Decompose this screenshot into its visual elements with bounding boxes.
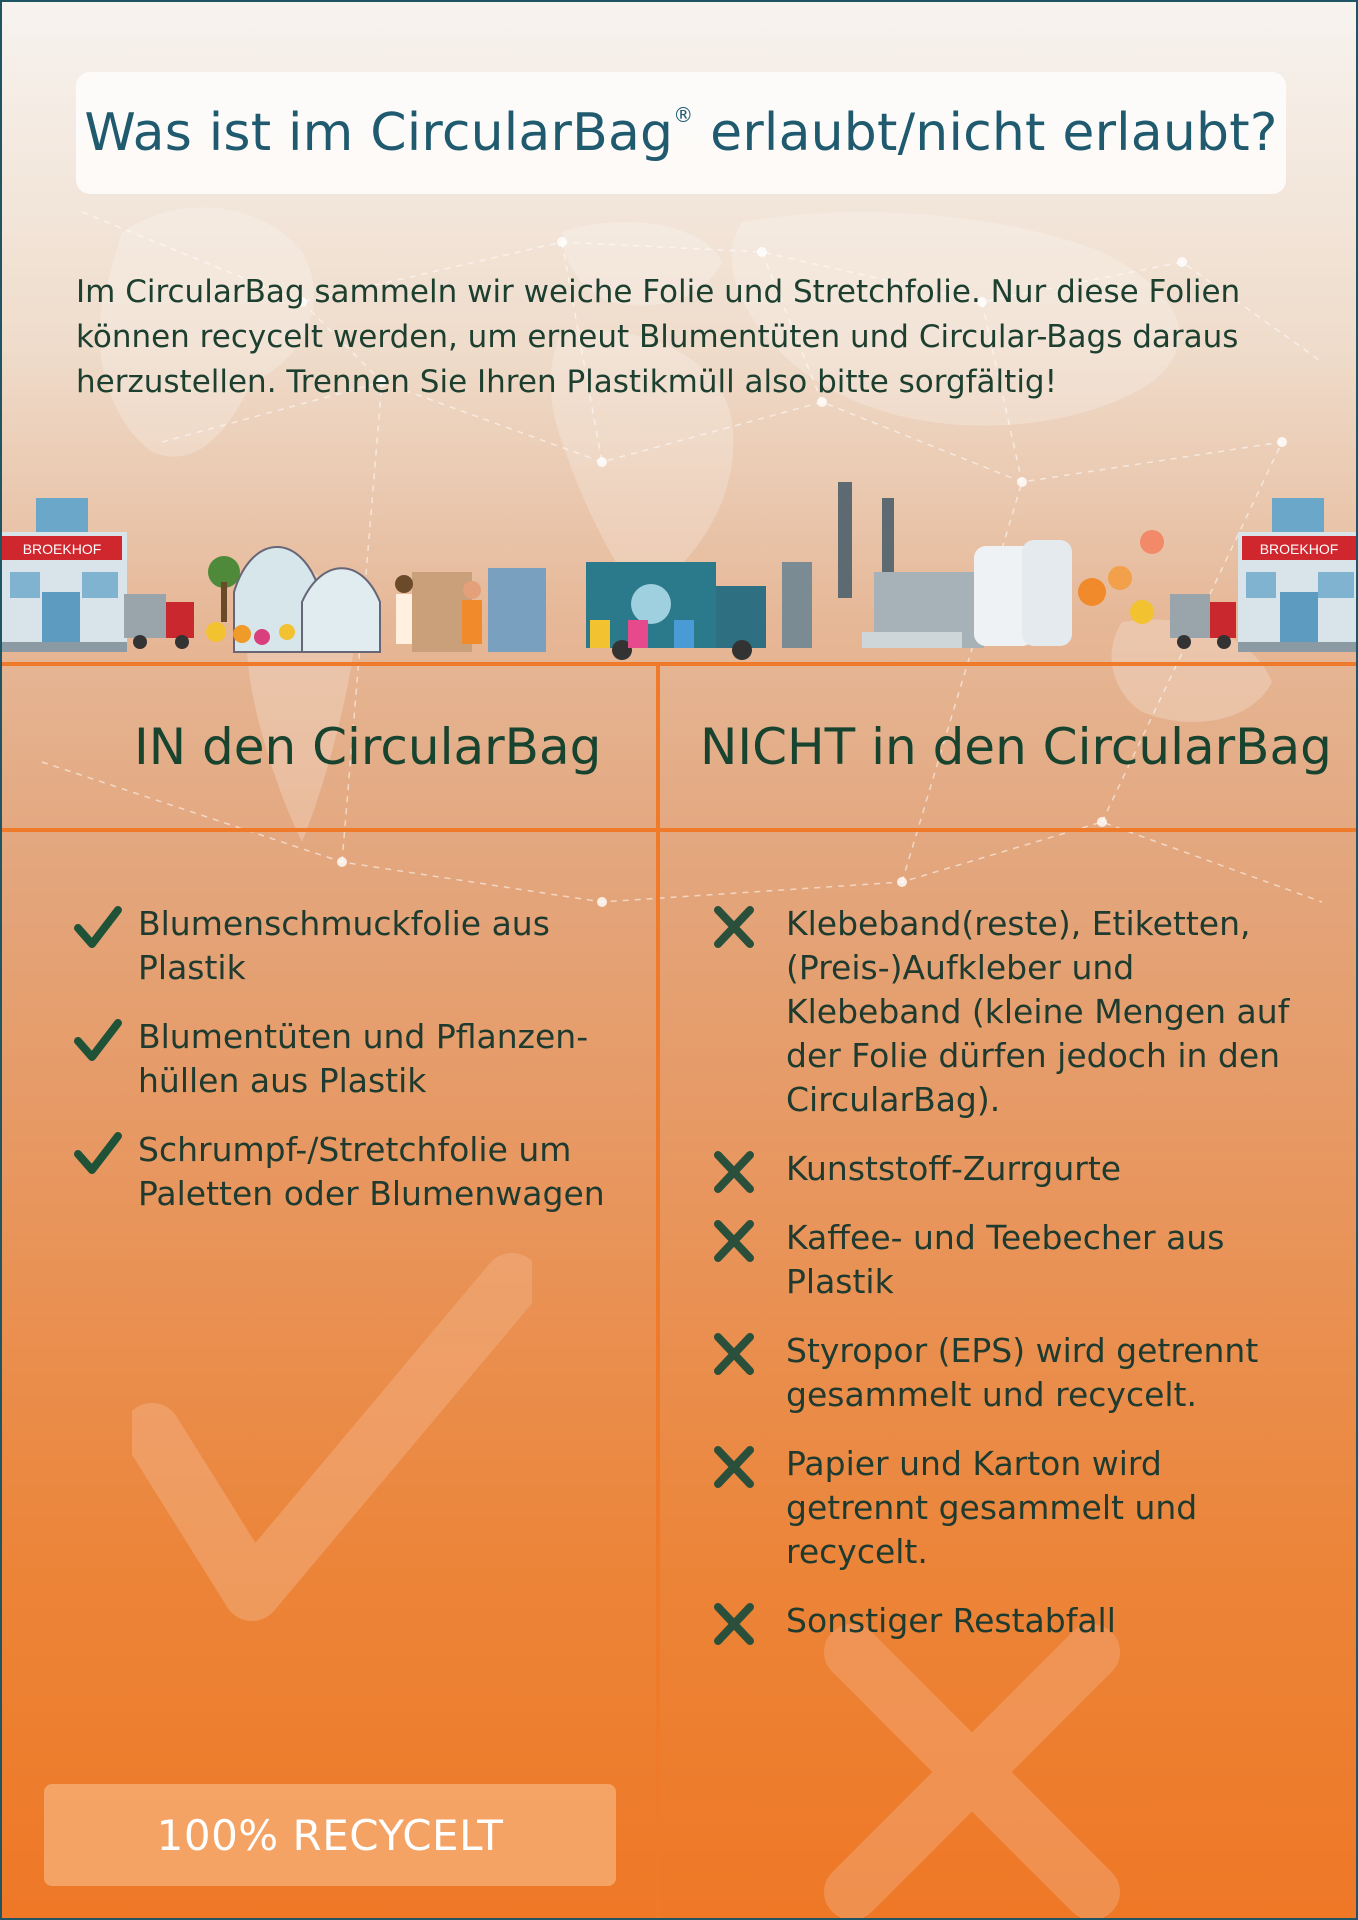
x-icon [708, 1599, 760, 1651]
not-allowed-item-text: Kaffee- und Teebecher aus Plastik [786, 1218, 1225, 1301]
not-allowed-item-text: Papier und Karton wird getrennt gesammelt und recycelt. [786, 1444, 1198, 1571]
title-box [76, 72, 1286, 194]
x-icon [708, 1329, 760, 1381]
list-item [708, 1442, 1308, 1574]
recycled-badge: 100% RECYCELT [44, 1784, 616, 1886]
recycling-chain-illustration [2, 482, 1358, 664]
not-allowed-list [708, 902, 1308, 1643]
check-icon [72, 1128, 124, 1180]
allowed-item-text: Blumenschmuckfolie aus Plastik [138, 904, 550, 987]
title-text: Was ist im CircularBag [84, 103, 674, 163]
list-item [708, 1216, 1308, 1304]
not-allowed-item-text: Kunststoff-Zurrgurte [786, 1149, 1122, 1188]
left-building-icon [2, 498, 127, 652]
large-check-icon [132, 1252, 532, 1622]
intro-paragraph: Im CircularBag sammeln wir weiche Folie und Stretchfolie. Nur diese Folien können recycelt werden, um erneut Blumentüten und Circular-Bags daraus herzustellen. Trennen Sie Ihren Plastikmüll also bitte sorgfältig! [76, 274, 1241, 400]
allowed-item-text: Blumentüten und Pflanzen-hüllen aus Plastik [138, 1017, 589, 1100]
title-text-end: erlaubt/nicht erlaubt? [693, 103, 1278, 163]
divider-top [2, 662, 1358, 666]
divider-header [2, 828, 1358, 832]
x-icon [708, 1147, 760, 1199]
list-item [708, 1599, 1308, 1643]
right-building-icon [1238, 498, 1358, 652]
page-title [84, 103, 1277, 163]
left-building-sign: BROEKHOF [22, 541, 102, 557]
list-item [72, 1015, 632, 1103]
divider-column [656, 664, 660, 1920]
allowed-heading: IN den CircularBag [134, 718, 602, 776]
list-item [708, 1329, 1308, 1417]
allowed-list [72, 902, 632, 1216]
check-icon [72, 902, 124, 954]
x-icon [708, 1442, 760, 1494]
x-icon [708, 1216, 760, 1268]
not-allowed-heading: NICHT in den CircularBag [700, 718, 1332, 776]
list-item [72, 902, 632, 990]
allowed-item-text: Schrumpf-/Stretchfolie um Paletten oder Blumenwagen [138, 1130, 605, 1213]
large-x-icon [822, 1622, 1122, 1920]
right-building-sign: BROEKHOF [1259, 541, 1339, 557]
list-item [708, 1147, 1308, 1191]
check-icon [72, 1015, 124, 1067]
list-item [708, 902, 1308, 1122]
list-item [72, 1128, 632, 1216]
not-allowed-item-text: Styropor (EPS) wird getrennt gesammelt und recycelt. [786, 1331, 1259, 1414]
not-allowed-item-text: Klebeband(reste), Etiketten, (Preis-)Aufkleber und Klebeband (kleine Mengen auf der Folie dürfen jedoch in den CircularBag). [786, 904, 1290, 1119]
registered-mark: ® [673, 103, 694, 127]
not-allowed-item-text: Sonstiger Restabfall [786, 1601, 1116, 1640]
x-icon [708, 902, 760, 954]
